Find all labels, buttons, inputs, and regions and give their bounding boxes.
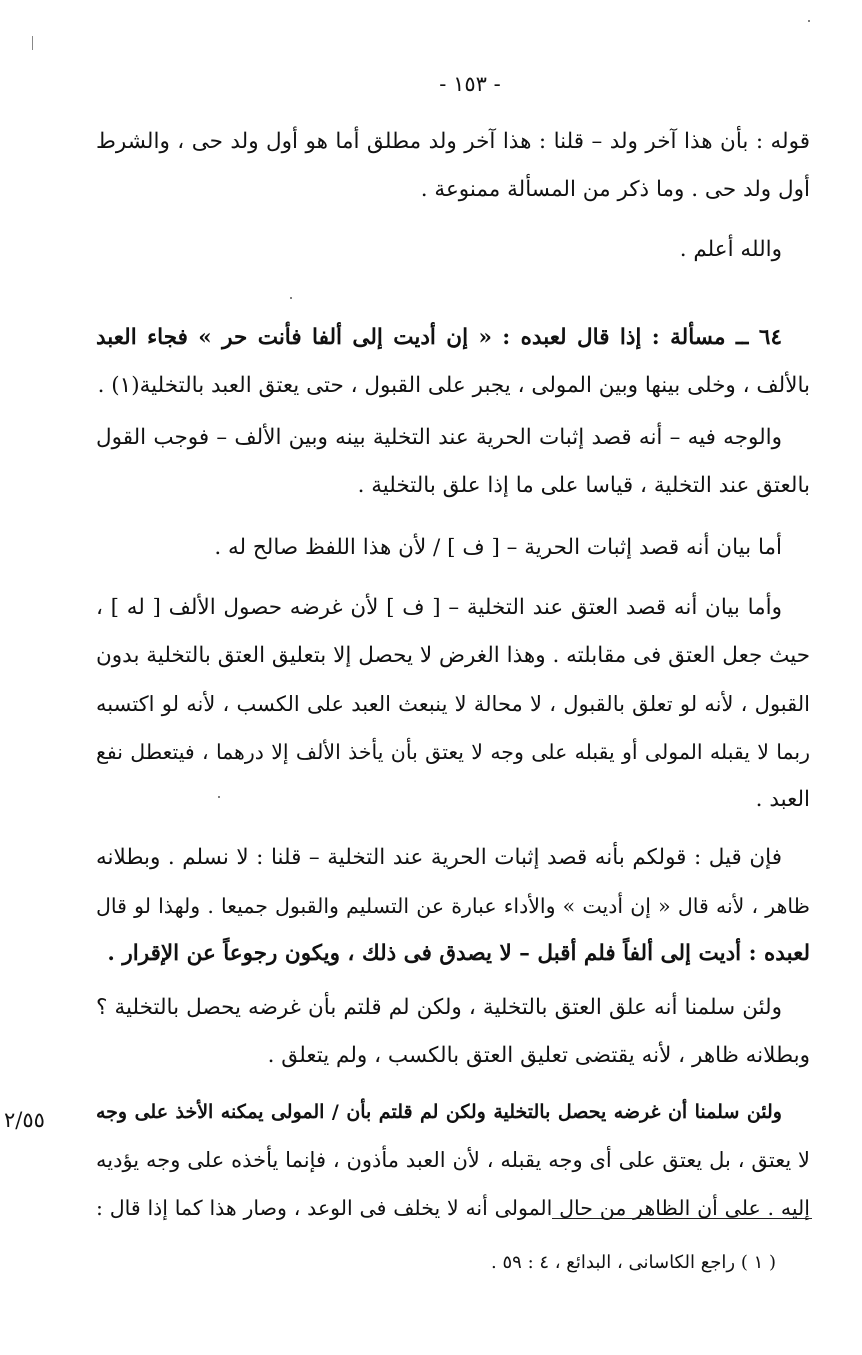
text-line: لا يعتق ، بل يعتق على أى وجه يقبله ، لأن العبد مأذون ، فإنما يأخذه على وجه يؤديه: [96, 1148, 810, 1172]
text-line: بالعتق عند التخلية ، قياسا على ما إذا علق بالتخلية .: [357, 473, 810, 498]
paragraph-concession-two: [96, 1088, 810, 1232]
text-line: ظاهر ، لأنه قال « إن أديت » والأداء عبارة عن التسليم والقبول جميعا . ولهذا لو قال: [96, 894, 810, 918]
paragraph-statement-two: [96, 584, 810, 824]
paragraph-objection: [96, 834, 810, 978]
paragraph-statement-one: [96, 524, 810, 572]
footnote-separator: [552, 1218, 812, 1219]
text-line: قوله : بأن هذا آخر ولد – قلنا : هذا آخر ولد مطلق أما هو أول ولد حى ، والشرط: [96, 129, 810, 154]
footnote: ( ١ ) راجع الكاسانى ، البدائع ، ٤ : ٥٩ .: [491, 1252, 776, 1273]
text-line: أول ولد حى . وما ذكر من المسألة ممنوعة .: [420, 177, 810, 202]
text-line: ربما لا يقبله المولى أو يقبله على وجه لا يعتق بأن يأخذ الألف إلا درهما ، فيتعطل نفع: [96, 740, 810, 764]
scan-speck: [218, 796, 220, 798]
text-line: إليه . على أن الظاهر من حال المولى أنه لا يخلف فى الوعد ، وصار هذا كما إذا قال :: [96, 1196, 810, 1220]
text-line: والوجه فيه – أنه قصد إثبات الحرية عند التخلية بينه وبين الألف – فوجب القول: [96, 425, 782, 450]
paragraph-closing-formula: [96, 226, 810, 274]
text-line: بالألف ، وخلى بينها وبين المولى ، يجبر على القبول ، حتى يعتق العبد بالتخلية(١) .: [97, 373, 810, 398]
scan-speck: [290, 297, 292, 299]
scan-edge-mark: [32, 36, 33, 50]
text-line: ولئن سلمنا أنه علق العتق بالتخلية ، ولكن لم قلتم بأن غرضه يحصل بالتخلية ؟: [96, 995, 782, 1020]
text-line: وأما بيان أنه قصد العتق عند التخلية – [ ف ] لأن غرضه حصول الألف [ له ] ،: [96, 595, 782, 620]
issue-heading-line: ٦٤ ــ مسألة : إذا قال لعبده : « إن أديت إلى ألفا فأنت حر » فجاء العبد: [96, 325, 782, 350]
scan-speck: [808, 20, 810, 22]
manuscript-folio-note: ٢/٥٥: [4, 1108, 45, 1132]
text-line: لعبده : أديت إلى ألفاً فلم أقبل – لا يصدق فى ذلك ، ويكون رجوعاً عن الإقرار .: [107, 941, 810, 966]
text-line: حيث جعل العتق فى مقابلته . وهذا الغرض لا يحصل إلا بتعليق العتق بالتخلية بدون: [96, 643, 810, 668]
text-line: ولئن سلمنا أن غرضه يحصل بالتخلية ولكن لم قلتم بأن / المولى يمكنه الأخذ على وجه: [96, 1101, 782, 1123]
text-line: وبطلانه ظاهر ، لأنه يقتضى تعليق العتق بالكسب ، ولم يتعلق .: [267, 1043, 810, 1068]
text-line: أما بيان أنه قصد إثبات الحرية – [ ف ] / لأن هذا اللفظ صالح له .: [214, 535, 782, 560]
text-line: العبد .: [755, 787, 810, 812]
paragraph-reasoning: [96, 414, 810, 510]
text-line: القبول ، لأنه لو تعلق بالقبول ، لا محالة لا ينبعث العبد على الكسب ، لأنه لو اكتسبه: [96, 692, 810, 716]
paragraph-concession-one: [96, 984, 810, 1080]
paragraph-issue-64: [96, 314, 810, 410]
paragraph-intro: [96, 118, 810, 214]
text-line: فإن قيل : قولكم بأنه قصد إثبات الحرية عند التخلية – قلنا : لا نسلم . وبطلانه: [96, 845, 782, 870]
page-number: - ١٥٣ -: [439, 72, 501, 96]
text-line: والله أعلم .: [679, 237, 782, 262]
